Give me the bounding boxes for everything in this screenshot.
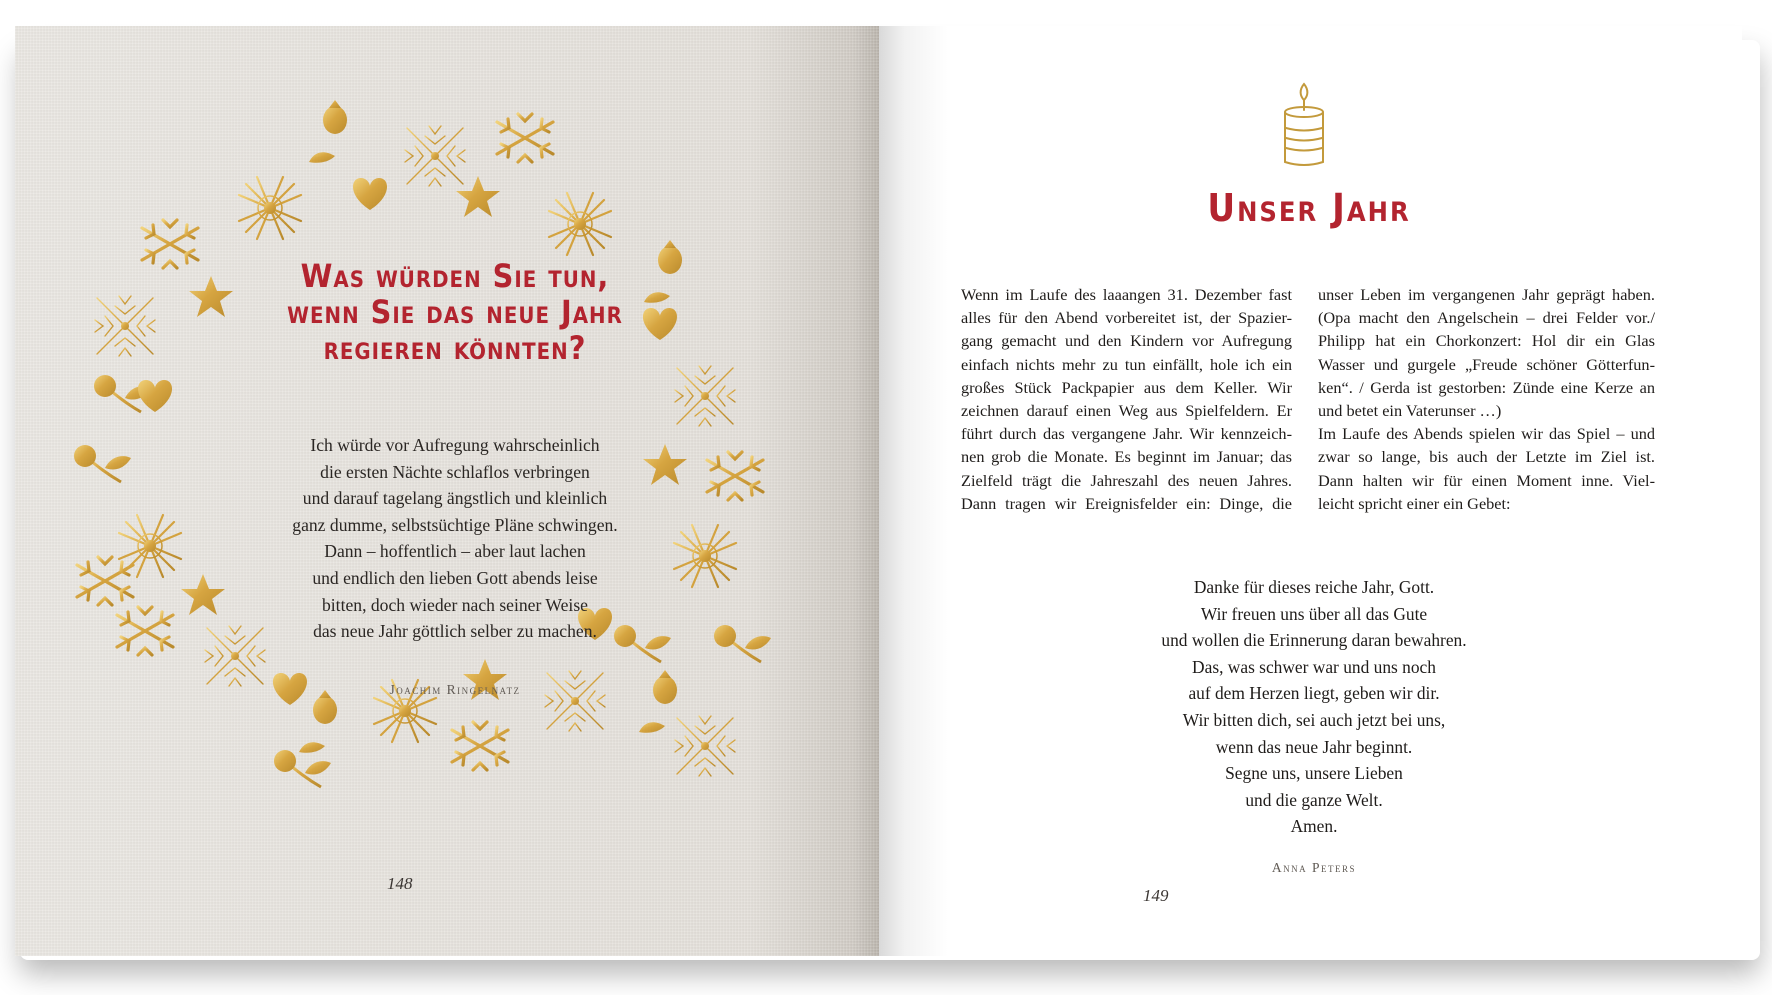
- text-line: Im Laufe des Abends spielen wir das Spiel – und: [1318, 424, 1655, 444]
- poem-line: und endlich den lieben Gott abends leise: [312, 567, 598, 588]
- title-line: wenn Sie das neue Jahr: [287, 293, 623, 331]
- text-line: und betet ein Vaterunser …): [1318, 401, 1502, 421]
- poem-line: und darauf tagelang ängstlich und kleinlich: [302, 488, 608, 509]
- candle-icon: [1274, 78, 1334, 170]
- text-line: zwar so lange, bis auch der Letzte im Ziel ist.: [1318, 447, 1655, 467]
- text-line: Wenn im Laufe des laaangen 31. Dezember fast: [961, 285, 1292, 304]
- prayer-line: und die ganze Welt.: [1245, 789, 1383, 810]
- right-page: [879, 26, 1742, 956]
- prayer-line: Wir bitten dich, sei auch jetzt bei uns,: [1182, 709, 1446, 730]
- poem-line: Ich würde vor Aufregung wahrscheinlich: [310, 435, 600, 455]
- page-number-left: 148: [387, 874, 413, 893]
- text-line: zeichnen darauf einen Weg aus Spielfeldern. Er: [961, 401, 1292, 421]
- text-column-1: [961, 283, 1292, 515]
- ringelnatz-poem: [220, 432, 690, 645]
- poem-line: bitten, doch wieder nach seiner Weise: [322, 594, 588, 615]
- poem-line: das neue Jahr göttlich selber zu machen.: [313, 621, 597, 642]
- text-line: gang gemacht und den Kindern vor Aufregung: [961, 331, 1292, 351]
- title-line: regieren könnten?: [323, 329, 587, 367]
- text-line: Zielfeld trägt die Jahreszahl des neuen Jahres.: [961, 470, 1292, 490]
- text-column-2: [1318, 283, 1655, 515]
- prayer-line: Wir freuen uns über all das Gute: [1200, 603, 1428, 624]
- prayer-text: [1019, 574, 1609, 840]
- prayer-line: wenn das neue Jahr beginnt.: [1215, 736, 1413, 757]
- text-line: Dann halten wir für einen Moment inne. Viel-: [1318, 470, 1655, 490]
- title-line: Was würden Sie tun,: [300, 257, 610, 295]
- prayer-line: Danke für dieses reiche Jahr, Gott.: [1193, 577, 1435, 597]
- text-line: Philipp hat ein Chorkonzert: Hol dir ein Glas: [1318, 331, 1655, 351]
- prayer-line: und wollen die Erinnerung daran bewahren.: [1161, 630, 1467, 651]
- page-number-right: 149: [1143, 886, 1169, 905]
- text-line: Dann tragen wir Ereignisfelder ein: Dinge, die: [961, 493, 1292, 513]
- text-line: alles für den Abend vorbereitet ist, der Spazier-: [961, 308, 1292, 328]
- right-page-title: Unser Jahr: [1207, 186, 1411, 230]
- prayer-line: Amen.: [1290, 816, 1338, 837]
- poem-line: ganz dumme, selbstsüchtige Pläne schwingen.: [292, 514, 618, 535]
- prayer-line: Das, was schwer war und uns noch: [1192, 656, 1436, 677]
- text-line: nen grob die Monate. Es beginnt im Januar; das: [961, 447, 1292, 467]
- prayer-line: Segne uns, unsere Lieben: [1225, 763, 1403, 784]
- left-page-title: [265, 258, 645, 366]
- right-author: Anna Peters: [1271, 860, 1357, 875]
- poem-line: Dann – hoffentlich – aber laut lachen: [324, 541, 586, 562]
- poem-line: die ersten Nächte schlaflos verbringen: [320, 461, 590, 482]
- text-line: führt durch das vergangene Jahr. Wir kennzeich-: [961, 424, 1292, 444]
- left-author: Joachim Ringelnatz: [389, 682, 521, 697]
- text-line: Wasser und gurgele „Freude schöner Götterfun-: [1318, 354, 1655, 374]
- text-line: leicht spricht einer ein Gebet:: [1318, 493, 1511, 513]
- left-page: [15, 26, 879, 956]
- text-line: großes Stück Packpapier aus dem Keller. Wir: [961, 377, 1292, 397]
- text-line: unser Leben im vergangenen Jahr geprägt haben.: [1318, 285, 1655, 304]
- text-line: ken“. / Gerda ist gestorben: Zünde eine Kerze an: [1318, 377, 1655, 397]
- prayer-line: auf dem Herzen liegt, geben wir dir.: [1188, 683, 1440, 704]
- text-line: (Opa macht den Angelschein – drei Felder vor./: [1318, 308, 1655, 328]
- text-line: einfach nichts mehr zu tun einfällt, hole ich ein: [961, 354, 1292, 374]
